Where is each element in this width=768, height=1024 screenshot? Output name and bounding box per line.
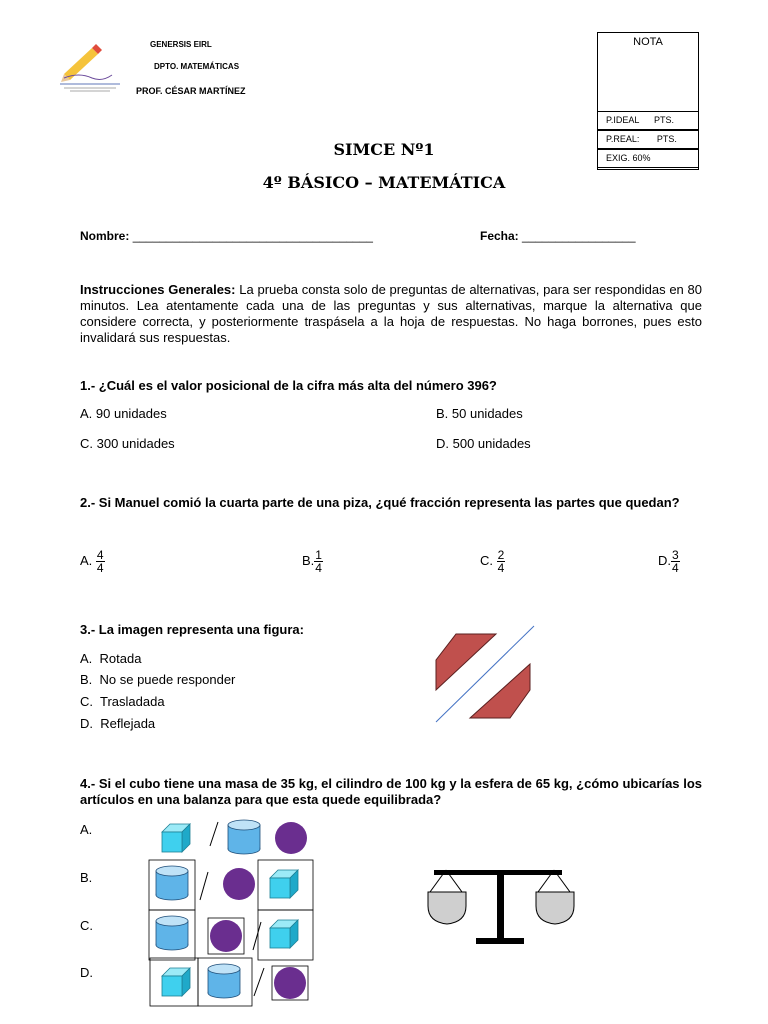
cube-icon (270, 870, 298, 898)
name-label: Nombre: (80, 229, 130, 243)
cube-icon (162, 824, 190, 852)
cube-icon (270, 920, 298, 948)
q2-option-a[interactable] (80, 549, 105, 574)
name-line: ____________________________________ (132, 229, 373, 243)
instructions (80, 282, 702, 346)
grade-label: NOTA (633, 36, 663, 48)
date-label: Fecha: (480, 229, 519, 243)
sphere-icon (223, 868, 255, 900)
cylinder-icon (228, 820, 260, 854)
reflection-figure (430, 622, 540, 728)
q1-option-c[interactable]: C. 300 unidades (80, 436, 175, 451)
teacher-name: PROF. CÉSAR MARTÍNEZ (136, 86, 246, 96)
parallelogram-reflected (470, 664, 530, 718)
q2-option-b-letter: B. (302, 552, 315, 568)
balance-options (140, 816, 340, 1012)
q2-option-c-letter: C. (480, 552, 493, 568)
pencil-logo-icon (56, 40, 134, 96)
q2-fraction-a: $\frac{4}{4}$ (96, 548, 104, 575)
q3-option-b[interactable]: B. No se puede responder (80, 672, 236, 687)
grade-exig: EXIG. 60% (597, 149, 699, 168)
page-title: SIMCE Nº1 (333, 140, 435, 159)
date-field[interactable] (480, 229, 636, 243)
q2-option-b[interactable] (302, 549, 323, 574)
balance-scale-icon (420, 862, 580, 948)
q2-fraction-b: $\frac{1}{4}$ (315, 548, 322, 575)
question-2: 2.- Si Manuel comió la cuarta parte de una piza, ¿qué fracción representa las partes que quedan? (80, 495, 680, 510)
q1-option-b[interactable]: B. 50 unidades (436, 406, 523, 421)
q4-option-c[interactable]: C. (80, 918, 93, 933)
q2-option-d[interactable] (658, 549, 680, 574)
q2-fraction-d: $\frac{3}{4}$ (672, 548, 679, 575)
cube-icon (162, 968, 190, 996)
q1-option-d[interactable]: D. 500 unidades (436, 436, 531, 451)
q4-option-a[interactable]: A. (80, 822, 93, 837)
cylinder-icon (156, 916, 188, 950)
q2-fraction-c: $\frac{2}{4}$ (497, 548, 505, 575)
question-4: 4.- Si el cubo tiene una masa de 35 kg, el cilindro de 100 kg y la esfera de 65 kg, ¿cómo ubicarías los artículos en una balanza para que esta quede equilibrada? (80, 776, 702, 807)
q3-option-a[interactable]: A. Rotada (80, 651, 142, 666)
sphere-icon (275, 822, 307, 854)
q4-option-d[interactable]: D. (80, 965, 93, 980)
date-line: _________________ (522, 229, 636, 243)
department: DPTO. MATEMÁTICAS (154, 62, 240, 71)
parallelogram-original (436, 634, 496, 690)
q4-option-b[interactable]: B. (80, 870, 93, 885)
q1-option-a[interactable]: A. 90 unidades (80, 406, 167, 421)
grade-real: P.REAL: PTS. (597, 130, 699, 149)
instructions-label: Instrucciones Generales: (80, 282, 236, 297)
q3-option-c[interactable]: C. Trasladada (80, 694, 165, 709)
q2-option-d-letter: D. (658, 552, 671, 568)
sphere-icon (210, 920, 242, 952)
sphere-icon (274, 967, 306, 999)
company-name: GENERSIS EIRL (150, 40, 212, 49)
page-subtitle: 4º BÁSICO – MATEMÁTICA (262, 173, 506, 192)
cylinder-icon (208, 964, 240, 998)
grade-ideal: P.IDEAL PTS. (597, 111, 699, 130)
instructions-text: La prueba consta solo de preguntas de alternativas, para ser respondidas en 80 minutos. Lea atentamente cada una de las preguntas y sus alternativas, marque la alternativa que considere correcta, y posteriormente traspásela a la hoja de respuestas. No haga borrones, pues esto invalidará sus respuestas. (80, 282, 702, 345)
question-1: 1.- ¿Cuál es el valor posicional de la cifra más alta del número 396? (80, 378, 497, 393)
q2-option-c[interactable] (480, 549, 505, 574)
cylinder-icon (156, 866, 188, 900)
question-3: 3.- La imagen representa una figura: (80, 622, 304, 637)
logo (56, 40, 134, 96)
q3-option-d[interactable]: D. Reflejada (80, 716, 156, 731)
q2-option-a-letter: A. (80, 552, 93, 568)
name-field[interactable] (80, 229, 373, 243)
